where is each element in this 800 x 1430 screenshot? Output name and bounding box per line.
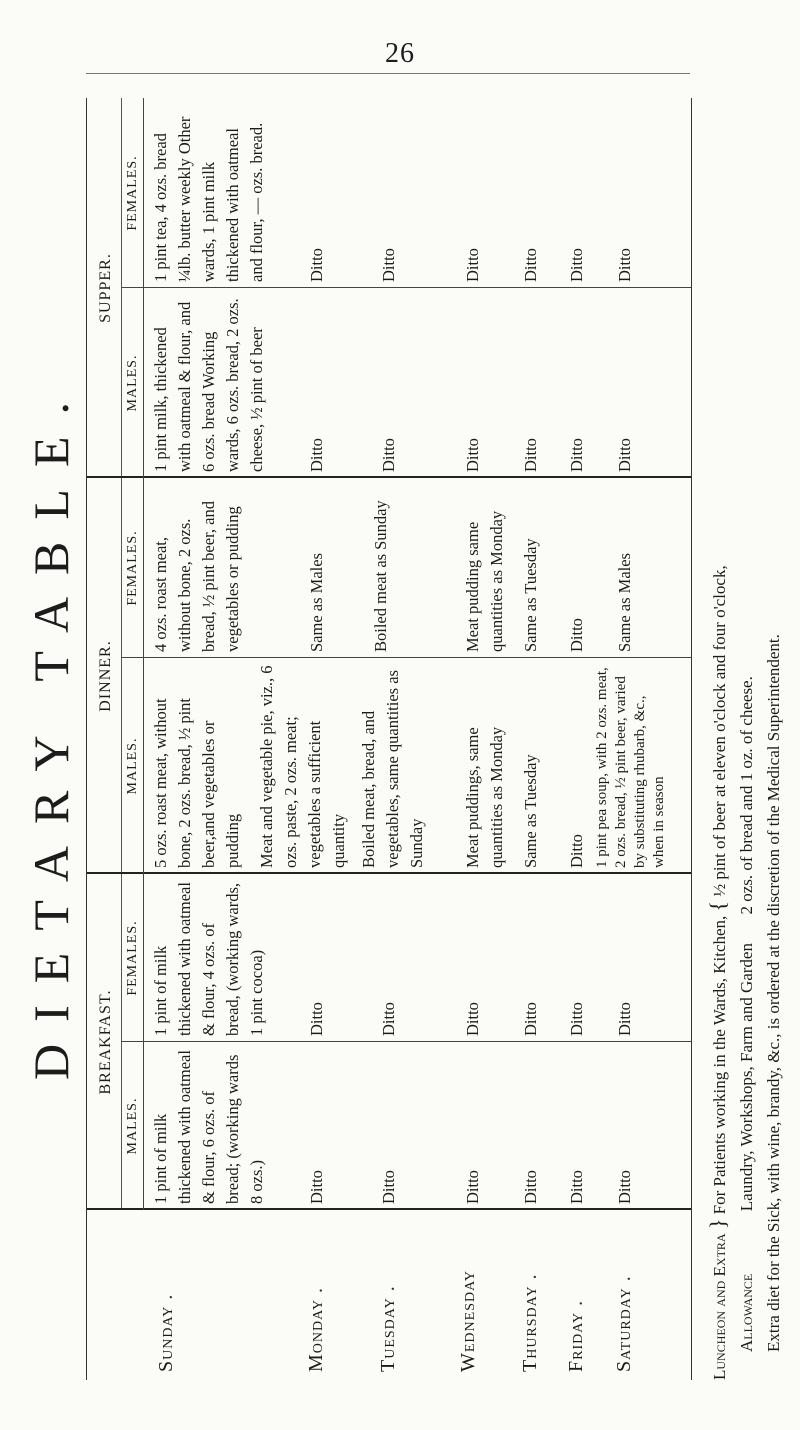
footnote [704,80,787,1380]
table-cell: Ditto [307,248,326,282]
table-cell: Same as Tuesday [521,538,540,652]
column-divider [87,1208,691,1210]
table-cell: Ditto [567,248,586,282]
footnote-heading: Luncheon and Extra [710,1233,729,1380]
footnote-heading: Allowance [737,1273,756,1352]
table-cell: 5 ozs. roast meat, without bone, 2 ozs. bread, ½ pint beer,and vegetables or pudding [151,697,242,868]
day-label: Friday . [565,1299,587,1372]
table-cell: Ditto [521,1170,540,1204]
table-cell: Same as Males [615,553,634,652]
table-cell: Ditto [463,438,482,472]
footnote-text: Extra diet for the Sick, with wine, brandy, &c., is ordered at the discretion of the Medical Superintendent. [764,634,783,1352]
column-divider [121,657,691,658]
table-cell: Ditto [379,248,398,282]
column-divider [121,1041,691,1042]
footnote-text: For Patients working in the Wards, Kitchen, [710,915,729,1215]
table-cell: Ditto [307,438,326,472]
rotated-table-page [0,80,800,1380]
breakfast-females-header: FEMALES. [121,874,144,1042]
supper-males-header: MALES. [121,288,144,478]
table-cell: Ditto [521,248,540,282]
table-cell: 1 pint milk, thickened with oatmeal & flour, and 6 ozs. bread Working wards, 6 ozs. bread, 2 ozs. cheese, ½ pint of beer [151,298,266,472]
dinner-males-header: MALES. [121,658,144,874]
table-cell: Ditto [463,1002,482,1036]
day-label: Saturday . [613,1275,635,1372]
column-divider [87,476,691,478]
table-cell: Meat and vegetable pie, viz., 6 ozs. paste, 2 ozs. meat; vegetables a sufficient quantity [257,665,348,868]
breakfast-males-header: MALES. [121,1042,144,1210]
day-label: Tuesday . [377,1285,399,1372]
table-cell: Ditto [615,1170,634,1204]
table-cell: Meat pudding same quantities as Monday [463,510,506,652]
table-cell: Ditto [379,1170,398,1204]
table-cell: Ditto [567,1002,586,1036]
table-cell: Ditto [307,1170,326,1204]
supper-females-header: FEMALES. [121,98,144,288]
table-cell: Same as Males [307,553,326,652]
breakfast-header: BREAKFAST. [97,989,114,1095]
footnote-text: ½ pint of beer at eleven o'clock and four o'clock, [710,565,729,897]
table-cell: Same as Tuesday [521,754,540,868]
table-cell: Ditto [463,1170,482,1204]
supper-header: SUPPER. [97,253,114,323]
brace-icon: } [705,1218,730,1230]
table-cell: Ditto [521,438,540,472]
table-cell: Ditto [615,438,634,472]
table-cell: Boiled meat, bread, and vegetables, same quantities as Sunday [359,670,426,868]
table-cell: Ditto [307,1002,326,1036]
table-cell: 1 pint of milk thickened with oatmeal & flour, 4 ozs. of bread, (working wards, 1 pint cocoa) [151,882,266,1036]
page-title: DIETARY TABLE. [23,380,79,1080]
table-cell: Boiled meat as Sunday [371,500,390,652]
footnote-line-2 [733,80,760,1380]
table-cell: 4 ozs. roast meat, without bone, 2 ozs. bread, ½ pint beer, and vegetables or pudding [151,501,242,652]
page-number: 26 [385,38,415,69]
table-cell: Ditto [615,248,634,282]
footnote-text: 2 ozs. of bread and 1 oz. of cheese. [737,676,756,915]
right-margin-rule [86,73,690,74]
table-cell: 1 pint of milk thickened with oatmeal & flour, 6 ozs. of bread; (working wards 8 ozs.) [151,1050,266,1204]
header-rule [143,98,144,1210]
column-divider [121,287,691,288]
day-label: Wednesday [457,1269,479,1372]
table-cell: Ditto [567,834,586,868]
table-cell: Ditto [521,1002,540,1036]
footnote-line-3 [760,80,787,1380]
table-cell: 1 pint tea, 4 ozs. bread ¼lb. butter weekly Other wards, 1 pint milk thickened with oatmeal and flour, — ozs. bread. [151,116,266,282]
table-cell: Ditto [463,248,482,282]
dietary-table [86,98,692,1380]
table-cell: Ditto [379,1002,398,1036]
day-label: Thursday . [519,1273,541,1372]
dinner-header: DINNER. [97,640,114,712]
table-cell: 1 pint pea soup, with 2 ozs. meat, 2 ozs. bread, ½ pint beer, varied by substituting rhubarb, &c., when in season [594,667,667,868]
day-label: Sunday . [155,1293,177,1372]
table-cell: Ditto [567,1170,586,1204]
table-cell: Meat puddings, same quantities as Monday [463,726,506,868]
day-label: Monday . [305,1286,327,1372]
footnote-line-1 [704,80,733,1380]
footnote-text: Laundry, Workshops, Farm and Garden [737,943,756,1212]
column-divider [87,872,691,874]
table-cell: Ditto [615,1002,634,1036]
table-cell: Ditto [567,618,586,652]
brace-icon: { [705,900,730,912]
table-cell: Ditto [379,438,398,472]
table-cell: Ditto [567,438,586,472]
dinner-females-header: FEMALES. [121,478,144,658]
